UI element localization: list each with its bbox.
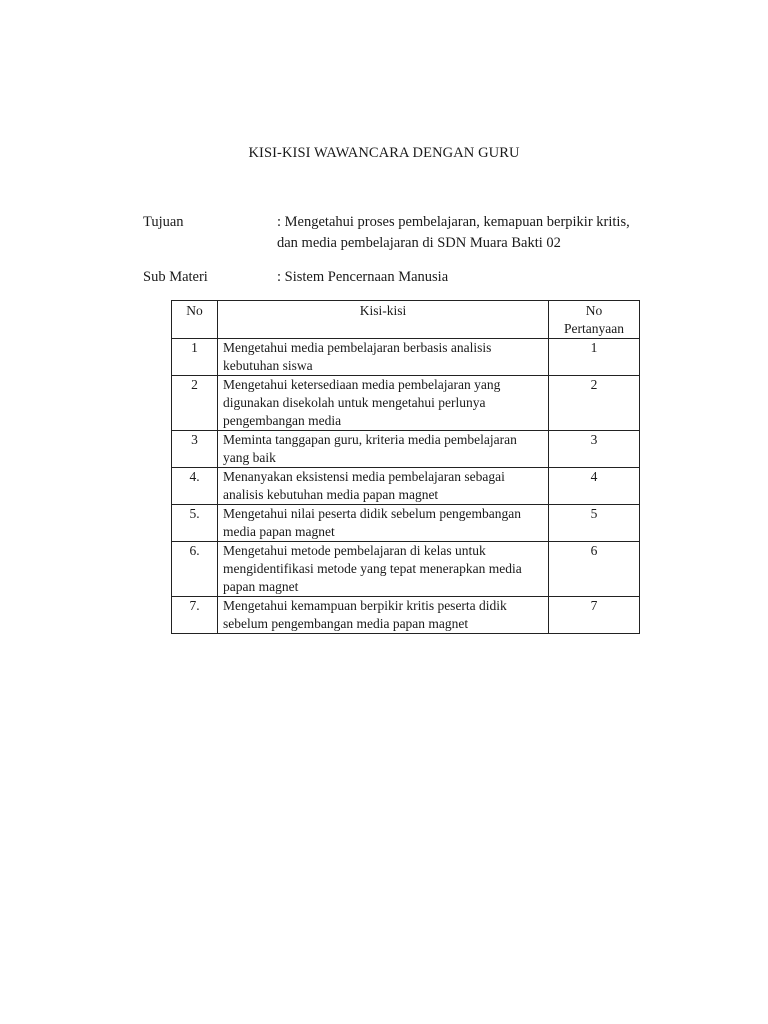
table-row xyxy=(172,339,640,376)
page-title: KISI-KISI WAWANCARA DENGAN GURU xyxy=(248,145,520,161)
table-row xyxy=(172,597,640,634)
row-pertanyaan: 4 xyxy=(549,468,640,505)
row-kisi: Mengetahui metode pembelajaran di kelas untuk mengidentifikasi metode yang tepat menerapkan media papan magnet xyxy=(218,542,549,597)
header-no-pertanyaan xyxy=(549,301,640,339)
table-row xyxy=(172,542,640,597)
header-no-pertanyaan-line1: No xyxy=(585,303,603,318)
sub-materi-label: Sub Materi xyxy=(143,269,208,285)
row-no: 7. xyxy=(172,597,218,634)
row-no: 5. xyxy=(172,505,218,542)
row-kisi: Meminta tanggapan guru, kriteria media pembelajaran yang baik xyxy=(218,431,549,468)
header-kisi: Kisi-kisi xyxy=(218,301,549,339)
tujuan-value-line1: : Mengetahui proses pembelajaran, kemapuan berpikir kritis, xyxy=(277,214,630,230)
kisi-kisi-table xyxy=(171,300,640,634)
row-pertanyaan: 5 xyxy=(549,505,640,542)
row-pertanyaan: 2 xyxy=(549,376,640,431)
row-no: 2 xyxy=(172,376,218,431)
sub-materi-value: : Sistem Pencernaan Manusia xyxy=(277,269,449,285)
tujuan-label: Tujuan xyxy=(143,214,184,230)
table-header-row xyxy=(172,301,640,339)
tujuan-value xyxy=(277,212,667,254)
row-pertanyaan: 6 xyxy=(549,542,640,597)
table-row xyxy=(172,468,640,505)
table-row xyxy=(172,431,640,468)
header-no-pertanyaan-line2: Pertanyaan xyxy=(564,321,624,336)
row-kisi: Menanyakan eksistensi media pembelajaran sebagai analisis kebutuhan media papan magnet xyxy=(218,468,549,505)
table-row xyxy=(172,376,640,431)
row-pertanyaan: 3 xyxy=(549,431,640,468)
row-kisi: Mengetahui kemampuan berpikir kritis peserta didik sebelum pengembangan media papan magnet xyxy=(218,597,549,634)
row-kisi: Mengetahui media pembelajaran berbasis analisis kebutuhan siswa xyxy=(218,339,549,376)
tujuan-value-line2: dan media pembelajaran di SDN Muara Bakti 02 xyxy=(277,235,561,251)
row-no: 3 xyxy=(172,431,218,468)
row-kisi: Mengetahui ketersediaan media pembelajaran yang digunakan disekolah untuk mengetahui perlunya pengembangan media xyxy=(218,376,549,431)
row-no: 6. xyxy=(172,542,218,597)
row-pertanyaan: 1 xyxy=(549,339,640,376)
header-no: No xyxy=(172,301,218,339)
table-row xyxy=(172,505,640,542)
row-kisi: Mengetahui nilai peserta didik sebelum pengembangan media papan magnet xyxy=(218,505,549,542)
row-pertanyaan: 7 xyxy=(549,597,640,634)
row-no: 1 xyxy=(172,339,218,376)
row-no: 4. xyxy=(172,468,218,505)
